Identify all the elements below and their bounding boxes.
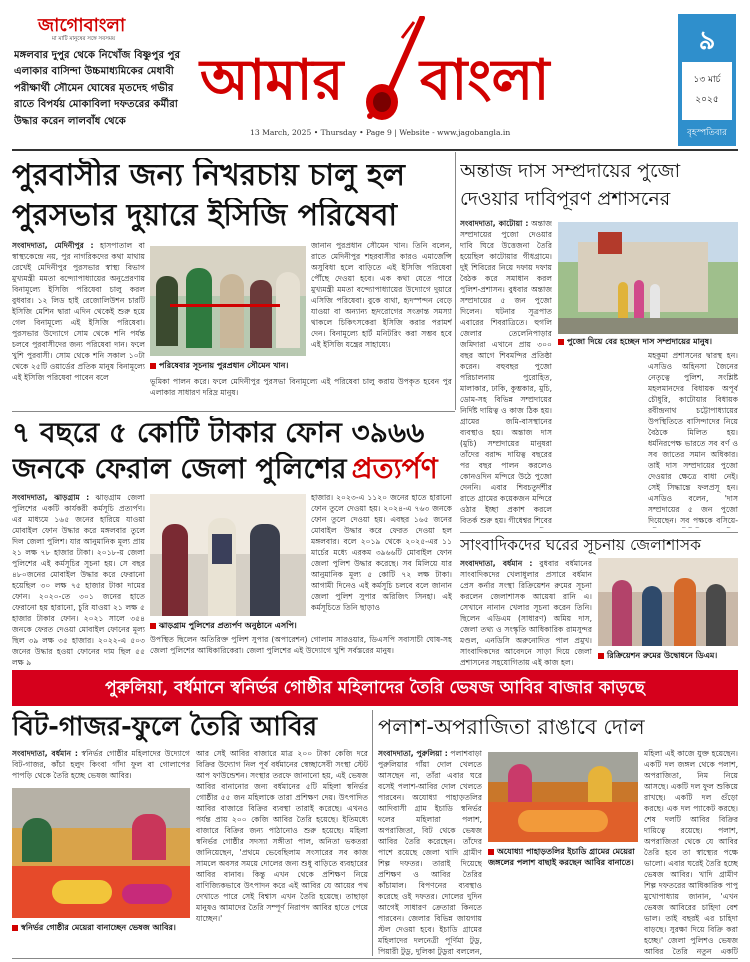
masthead-divider	[12, 149, 738, 151]
story-phones-photo	[150, 494, 306, 616]
story-palash-body-left: সংবাদদাতা, পুরুলিয়া : পলাশবাড়া পুরুলিয়ার গাঁয়া দোল খেলতে আসছেন না, তাঁরা এবার ঘরে বসেই পলাশ-আবির দোল খেলতে পারবেন। অযোধ্যা পাহাড়তলির আদিবাসী গ্রাম ইচাডি স্বনির্ভর দলের মহিলারা পলাশ, অপরাজিতা, বিট থেকে ভেষজ আবির তৈরি করেছেন। তাঁদের পাশে রয়েছে জেলা খাদি গ্রামীণ শিল্প দফতর। তারাই দিয়েছে প্রশিক্ষণ ও আবির তৈরির কাঁচামাল। বিপণনের ব্যবস্থাও করেছে ওই দফতর। দোলের দুদিন আগেই সাধারণ ক্রেতারা কিনতে পারবেন। জেলার বিভিন্ন জায়গায় স্টল দেওয়া হবে। ইচাডি গ্রামের মহিলাদের দলনেত্রী পূর্ণিমা টুডু, পিয়ারী টুডু, দুলিকা টুডুরা বললেন,	[378, 749, 482, 956]
story-ecg-caption	[150, 360, 306, 373]
column-divider-bottom	[372, 710, 373, 956]
row-divider-1	[12, 411, 455, 412]
story-abir-body-top: সংবাদদাতা, বর্ধমান : স্বনির্ভর গোষ্ঠীর মহিলাদের উদ্যোগে বিট-গাজর, কাঁচা হলুদ কিংবা গাঁদা ফুল বা গোলাপের পাপড়ি থেকে তৈরি হচ্ছে ভেষজ আবির।	[12, 749, 190, 780]
date-box	[678, 14, 736, 146]
sister-logo	[38, 16, 168, 44]
section-banner	[12, 670, 738, 706]
story-abir-headline: বিট-গাজর-ফুলে তৈরি আবির	[12, 712, 318, 742]
story-puja-headline-2: দেওয়ার দাবিপূরণ প্রশাসনের	[460, 188, 671, 210]
story-press-caption-text: রিক্রিয়েশন রুমের উদ্বোধনে ডিএম।	[607, 651, 718, 660]
story-abir-photo	[12, 788, 190, 918]
story-palash-photo	[488, 752, 638, 842]
story-press-caption	[598, 650, 738, 663]
story-phones-headline-1: ৭ বছরে ৫ কোটি টাকার ফোন ৩৯৬৬	[12, 416, 425, 449]
story-ecg-headline-1: পুরবাসীর জন্য নিখরচায় চালু হল	[12, 158, 405, 193]
story-palash	[378, 708, 738, 958]
story-phones-body-left: সংবাদদাতা, ঝাড়গ্রাম : ঝাড়গ্রাম জেলা পুলিশের একটি কার্যকরী কর্মসূচি প্রত্যর্পণ। এর মাধ্যমে ১৬৫ জনের হারিয়ে যাওয়া মোবাইল ফোন উদ্ধার করে মঙ্গলবার তুলে দিল জেলা পুলিশ। যার আনুমানিক মূল্য প্রায় ২১ লক্ষ ৭৮ হাজার টাকা। ২০১৮-য় জেলা পুলিশের এই কর্মসূচির সূচনা হয়। সে বছর ৪৮০জনের মোবাইল উদ্ধার করে ফেরানো হয়েছিল ৩০ লক্ষ ৭৫ হাজার টাকা দামের ফোন। ২০২০-তে ৩০১ জনের হাতে ফেরানো হয় হারানো, চুরি যাওয়া ২১ লক্ষ ৫ হাজার টাকার ফোন। ২০২১ সালে ৩৫৪ জনকে ফেরত দেওয়া মোবাইল ফোনের মূল্য ছিল ৩৯ লক্ষ ৩৫ হাজার। ২০২২-এ ৫০৩ জনের উদ্ধার হওয়া ফোনের দাম ছিল ৫৫ লক্ষ ৯	[12, 493, 145, 667]
caption-marker-icon	[598, 653, 604, 659]
story-phones-body-right-top: হাজার। ২০২৩-এ ১১২০ জনের হাতে হারানো ফোন তুলে দেওয়া হয়। ২০২৪-এ ৭৬৩ জনকে ফোন তুলে দেওয়া হয়। এবছর ১৬৫ জনের মোবাইল উদ্ধার করে ফেরত দেওয়া হল মঙ্গলবার। বলে ২০১৯ থেকে ২০২৫-এর ১১ মার্চের মধ্যে এরকম ৩৯৬৬টি মোবাইল ফোন জেলা পুলিশ উদ্ধার করেছে। সব মিলিয়ে যার আনুমানিক মূল্য ৫ কোটি ৭২ লক্ষ টাকা। আগামী দিনেও এই কর্মসূচি চলবে বলে জানান জেলা পুলিশ সুপার অরিজিৎ সিনহা। এই কর্মসূচিতে তিনি ছাড়াও	[311, 493, 452, 612]
story-press-headline: সাংবাদিকদের ঘরের সূচনায় জেলাশাসক	[460, 536, 701, 554]
row-divider-right	[460, 532, 738, 533]
year-bn: ২০২৫	[695, 95, 719, 105]
story-abir-caption	[12, 922, 190, 935]
story-ecg-body-right-top: জানান পুরপ্রধান সৌমেন খান। তিনি বলেন, রাতে মেদিনীপুর শহরবাসীর কারও এমার্জেন্সি অসুবিধা হলে বাড়িতে এই ইসিজি পরিষেবা পৌঁছে দেওয়া হবে। এক কথা যেতে পারে মুখ্যমন্ত্রী মমতা বন্দ্যোপাধ্যায়ের উদ্যোগে দুয়ারে এসিজি পরিষেবা। বুকে ব্যথা, হৃদস্পন্দন বেড়ে যাওয়া বা অন্যান্য হৃদরোগের সংক্রান্ত সমস্যা থাকলে চিকিৎসকেরা ইসিজি করার পরামর্শ দেন। বিনামূল্যে হার্ট মনিটরিং করা সম্ভব হবে এই ইসিজি যন্ত্রের সাহায্যে।	[311, 241, 452, 349]
story-ecg-caption-text: পরিষেবার সূচনায় পুরপ্রধান সৌমেন খান।	[159, 361, 289, 370]
page-bottom-rule	[12, 958, 738, 959]
story-puja-body-middle	[558, 350, 644, 528]
masthead	[0, 0, 750, 150]
date-bn: ১৩ মার্চ	[693, 75, 721, 85]
story-abir-caption-text: স্বনির্ভর গোষ্ঠীর মেয়েরা বানাচ্ছেন ভেষজ আবির।	[21, 923, 176, 932]
story-palash-caption-line-1: অযোধ্যা পাহাড়তলির ইচাডি গ্রামের মেয়েরা	[497, 847, 635, 856]
story-abir-body-right: আর সেই আবির বাজারে মাত্র ২০০ টাকা কেজি দরে বিক্রির উদ্যোগ নিল পূর্ব বর্ধমানের স্বেচ্ছাসেবী সংস্থা স্টেট আপ ফাউন্ডেশন। সংস্থার তরফে জানানো হয়, এই ভেষজ আবির বানানোর জন্য বর্ধমানের ৫টি মহিলা স্বনির্ভর গোষ্ঠীর ৫৫ জন মহিলাকে তারা প্রশিক্ষণ দেয়। উৎপাদিত আবির বাজারে বিক্রির ব্যবস্থা তারাই করেছে। এখনও পর্যন্ত প্রায় ২০০ কেজি আবির তৈরি হয়েছে। ইতিমধ্যে বাজারে বিক্রির জন্য পাঠানোও শুরু হয়েছে। মহিলা স্বনির্ভর গোষ্ঠীর সদস্যা সঙ্গীতা পাল, অনিতা ভকতরা জানিয়েছেন, 'প্রথমে ভেবেছিলাম সংসারের সব কাজ সামলে অবসর সময়ে দোলের জন্য শুধু বাড়িতে ব্যবহারের আবির বানাব। কিন্তু এখন থেকে প্রশিক্ষণ নিয়ে বাণিজ্যিকভাবে উৎপাদন করে এই আবির যে আয়ের পথ দেখাতে পারে সেই বিশ্বাস এখন তৈরি হয়েছে। তাছাড়া মানুষও আমাদের তৈরি সম্পূর্ণ নিরাপদ আবির হাতে পেয়ে যাচ্ছেন।'	[196, 749, 368, 923]
story-palash-caption-2: জঙ্গলের পলাশ বাছাই করছেন আবির বানাতে।	[488, 858, 634, 867]
dateline: 13 March, 2025 • Thursday • Page 9 | Website - www.jagobangla.in	[250, 128, 511, 137]
story-phones-headline-2	[12, 452, 452, 486]
caption-marker-icon	[558, 339, 564, 345]
caption-marker-icon	[488, 849, 494, 855]
story-ecg-body-left: সংবাদদাতা, মেদিনীপুর : হাসপাতাল বা স্বাস্থ্যকেন্দ্রে নয়, পুর নাগরিকদের কথা মাথায় রেখেই মেদিনীপুর পুরসভার স্বাস্থ্য বিভাগ মুখ্যমন্ত্রী মমতা বন্দ্যোপাধ্যায়ের অনুপ্রেরণায় বিনামূল্যে ইসিজি পরিষেবা চালু করল বুধবার। ১২ লিড হাই রেজোলিউশন চারটি ইসিজি মেশিন দ্বারা এদিন থেকেই শুরু হয়ে গেল বিনামূল্যে এই ইসিজি পরিষেবা। পুরসভার উদ্যোগে সোম থেকে শনি পর্যন্ত চলবে পুরবাসীদের জন্য পরিষেবা দান। ফলে খুশি পুরবাসী। সোম থেকে শনি সকাল ১০টা থেকে ২৫টি ওয়ার্ডের প্রতিক মানুষ বিনামূল্যে এই ইসিজি পরিষেবা পাবেন বলে	[12, 241, 145, 382]
story-phones	[12, 414, 452, 668]
column-divider-top	[455, 152, 456, 410]
newspaper-title	[200, 16, 670, 122]
story-ecg-photo	[150, 246, 306, 356]
sister-logo-text: জাগোবাংলা	[38, 15, 126, 36]
story-ecg-body-right-bottom: ভূমিকা পালন করে। ফলে মেদিনীপুর পুরসভা বিনামূল্যে এই পরিষেবা চালু করায় উপকৃত হবেন পুর এলাকার সাধারণ দরিদ্র মানুষ।	[150, 377, 452, 397]
story-palash-headline: পলাশ-অপরাজিতা রাঙাবে দোল	[378, 715, 645, 739]
story-phones-headline-2a: জনকে ফেরাল জেলা পুলিশের	[12, 452, 347, 485]
story-press-photo	[598, 558, 738, 646]
story-phones-body-right-bottom: উপস্থিত ছিলেন অতিরিক্ত পুলিশ সুপার (অপারেশন) গোলাম সারওয়ার, ডিএসপি সবাসাচী ঘোষ-সহ জেলা পুলিশের আধিকারিকেরা। জেলা পুলিশের এই উদ্যোগে খুশি সর্বস্তরের মানুষ।	[150, 635, 452, 655]
story-palash-body-right: মহিলা এই কাজে যুক্ত হয়েছেন। একটি দল জঙ্গল থেকে পলাশ, অপরাজিতা, নিম নিয়ে আসছে। একটি দল ফুল শুকিয়ে রাখছে। একটি দল গুঁড়ো করছে। এক দল প্যাকেট করছে। শেষ দলটি আবির বিক্রির দায়িত্বে রয়েছে। পলাশ, অপরাজিতা থেকে যে আবির তৈরি হবে তা স্বাস্থ্যের পক্ষে ভালো। এবার ঘরেই তৈরি হচ্ছে ভেষজ আবির। খাদি গ্রামীণ শিল্প দফতরের আধিকারিক পাপু মুখোপাধ্যায় জানান, 'এখন ভেষজ আবিরের চাহিদা বেশ ভাল। তাই বছরই এর চাহিদা বাড়ছে। সুরক্ষা দিয়ে বিক্রি করা হচ্ছে।' জেলা পুলিশও ভেষজ আবির তৈরি নতুন একটি	[644, 749, 738, 956]
page-number: ৯	[698, 26, 716, 56]
masthead-teaser: মঙ্গলবার দুপুর থেকে নিখোঁজ বিষ্ণুপুর পুর এলাকার বাসিন্দা উচ্চমাধ্যমিকের মেধাবী পরীক্ষার্থী সৌমেন ঘোষের মৃতদেহ গভীর রাতে বিপর্যয় মোকাবিলা দফতরের কর্মীরা উদ্ধার করেন লালবাঁধ থেকে	[14, 50, 181, 127]
caption-marker-icon	[150, 363, 156, 369]
story-phones-headline-2b: প্রত্যর্পণ	[351, 452, 438, 485]
story-puja-caption-text: পুজো দিয়ে বের হচ্ছেন দাস সম্প্রদায়ের মানুষ।	[567, 337, 712, 346]
title-right: বাংলা	[420, 47, 550, 113]
story-phones-caption	[150, 620, 306, 633]
story-puja-body-left: সংবাদদাতা, কাটোয়া : অন্তাজ সম্প্রদায়ের পুজো দেওয়ার দাবি ঘিরে উত্তেজনা তৈরি হয়েছিল কাটোয়ার গীধগ্রামে। দুই শিবিরের নিয়ে দফায় দফায় বৈঠক করে সমাধান করল পুলিশ-প্রশাসন। বুধবার অন্তাজ সম্প্রদায়ের ৫ জন পুজো দিলেন। ঘটনার সূত্রপাত এবারের শিবরাত্রিতে। হুগলি জেলার তেলেনিপাড়ার জমিদারা এখানে প্রায় ৩০০ বছর আগে শিবমন্দির প্রতিষ্ঠা করেন। বহুবছর পুজো পরিচালনায় পুরোহিত, মালাকার, ঢাকি, কুম্ভকার, মুচি, ডোম-সহ বিভিন্ন সম্প্রদায়ের নির্দিষ্ট দায়িত্ব ও কাজ ঠিক হয়। গ্রামের জমি-বাসস্থানের ব্যবস্থাও হয়। অন্তাজ দাস (মুচি) সম্প্রদায়ের মানুষরা তাঁদের বরাদ্দ দায়িত্ব বছরের পর বছর পালন করলেও কোনওদিন মন্দিরে উঠে পুজো দেননি। এবার শিবচতুর্দশীর রাতে গ্রামের কয়েকজন মন্দিরে ওঠার ইচ্ছা প্রকাশ করলে বিতর্ক শুরু হয়। গীধেশ্বর শিবের	[460, 219, 552, 525]
story-puja-photo	[558, 222, 738, 334]
story-puja	[460, 152, 738, 532]
story-ecg-headline-2: পুরসভার দুয়ারে ইসিজি পরিষেবা	[12, 198, 398, 233]
story-ecg	[12, 152, 452, 410]
sister-logo-tagline: মা মাটি মানুষের সঙ্গে সবসময়	[52, 36, 116, 42]
title-left: আমার	[200, 47, 344, 113]
section-banner-text: পুরুলিয়া, বর্ধমানে স্বনির্ভর গোষ্ঠীর মহিলাদের তৈরি ভেষজ আবির বাজার কাড়ছে	[105, 678, 645, 698]
weekday-bn: বৃহস্পতিবার	[687, 128, 727, 138]
caption-marker-icon	[12, 925, 18, 931]
story-phones-caption-text: ঝাড়গ্রাম পুলিশের প্রত্যর্পণ অনুষ্ঠানে এসপি।	[159, 621, 297, 630]
story-abir	[12, 708, 368, 958]
story-press-body: সংবাদদাতা, বর্ধমান : বুধবার বর্ধমানের সাংবাদিকদের খেলাধুলার প্রসারে বর্ধমান প্রেস কর্নার সংস্থা রিক্রিয়েশন রুমের সূচনা করলেন জেলাশাসক আয়েষা রানি এ। সেখানে নানান খেলার সূচনা করেন তিনি। ছিলেন এডিএম (সাধারণ) অমিয় দাস, জেলা তথ্য ও সংস্কৃতি আধিকারিক রামসুন্দর মণ্ডল, এনডিসি অরুনোদিত পাল প্রমুখ। সাংবাদিকদের আবেদনে সাড়া দিয়ে জেলা প্রশাসনের সহযোগিতায় এই কাজ হল।	[460, 559, 592, 667]
story-press	[460, 534, 738, 668]
caption-marker-icon	[150, 623, 156, 629]
story-puja-headline-1: অন্তাজ দাস সম্প্রদায়ের পুজো	[460, 160, 681, 182]
story-puja-caption	[558, 336, 738, 349]
story-puja-body-right: মহকুমা প্রশাসনের দ্বারস্থ হন। এসডিও অহিনসা জৈনের নেতৃত্বে পুলিশ, সংশ্লিষ্ট মহলমানদের বিধায়ক অপূর্ব চৌধুরি, কাটোয়ার বিধায়ক রবীন্দ্রনাথ চট্টোপাধ্যায়ের উপস্থিতিতে বাসিন্দাদের নিয়ে বৈঠকে মিলিত হয়। ধর্মনিরপেক্ষ ভারতে সব বর্ণ ও সব জাতের সমান অধিকার। তাই দাস সম্প্রদায়ের পুজো দেওয়ার ক্ষেত্রে বাধা নেই। সেই সিদ্ধান্তে ফলপ্রসূ হন। এসডিও বলেন, 'দাস সম্প্রদায়ের ৫ জন পুজো দিয়েছেন। সব পক্ষকে বসিয়ে-	[648, 351, 738, 525]
